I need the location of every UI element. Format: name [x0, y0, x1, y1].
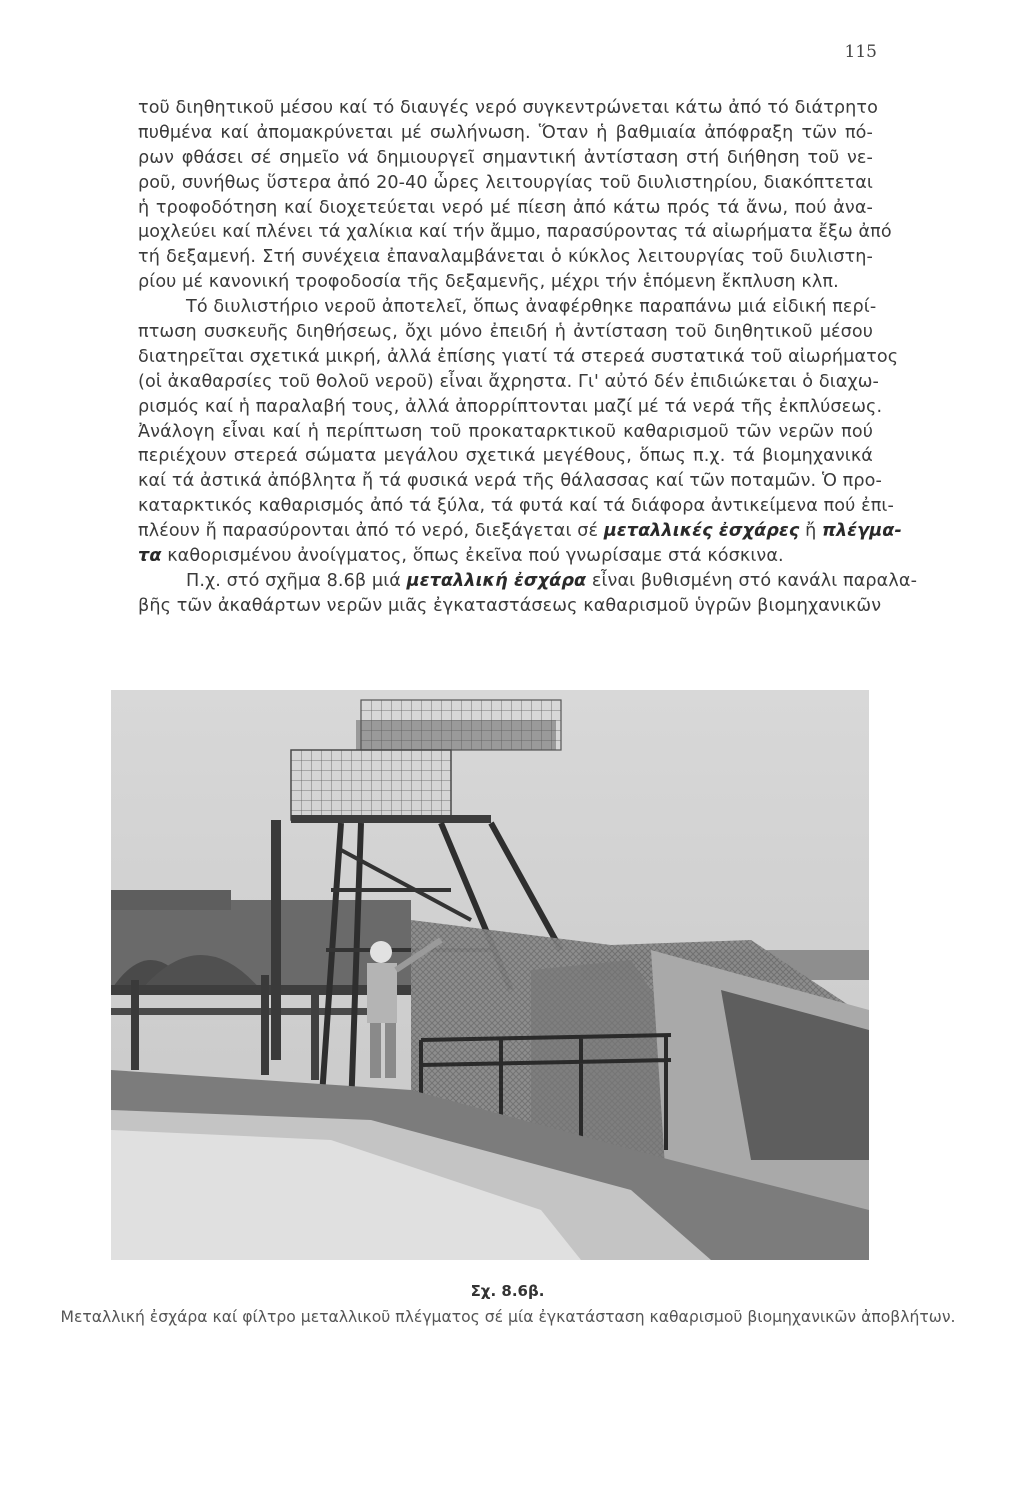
text-segment: πλέουν ἤ παρασύρονται ἀπό τό νερό, διεξάγεται σέ [138, 521, 604, 542]
text-line [138, 370, 879, 395]
industrial-screen-photo [111, 690, 869, 1260]
text-segment: (οἱ ἀκαθαρσίες τοῦ θολοῦ νεροῦ) εἶναι ἄχρηστα. Γι' αὐτό δέν ἐπιδιώκεται ὁ διαχω- [138, 371, 879, 392]
text-segment: τή δεξαμενή. Στή συνέχεια ἐπαναλαμβάνεται ὁ κύκλος λειτουργίας τοῦ διυλιστη- [138, 247, 873, 268]
text-line [138, 220, 892, 245]
emphasized-term: μεταλλικές ἐσχάρες [603, 521, 800, 542]
text-segment: εἶναι βυθισμένη στό κανάλι παραλα- [586, 570, 918, 591]
text-segment: πτωση συσκευῆς διηθήσεως, ὄχι μόνο ἐπειδή ἡ ἀντίσταση τοῦ διηθητικοῦ μέσου [138, 322, 873, 343]
text-line [138, 444, 873, 469]
text-line [138, 519, 902, 544]
text-segment: ρων φθάσει σέ σημεῖο νά δημιουργεῖ σημαντική ἀντίσταση στή διήθηση τοῦ νε- [138, 147, 873, 168]
text-line [138, 96, 878, 121]
text-line [138, 494, 894, 519]
text-segment: Ἀνάλογη εἶναι καί ἡ περίπτωση τοῦ προκαταρκτικοῦ καθαρισμοῦ τῶν νερῶν πού [138, 421, 873, 442]
text-line [138, 569, 918, 594]
text-line [138, 469, 882, 494]
text-segment: πυθμένα καί ἀπομακρύνεται μέ σωλήνωση. Ὅταν ἡ βαθμιαία ἀπόφραξη τῶν πό- [138, 122, 873, 143]
text-segment: ρισμός καί ἡ παραλαβή τους, ἀλλά ἀπορρίπτονται μαζί μέ τά νερά τῆς ἐκπλύσεως. [138, 396, 883, 417]
text-segment: διατηρεῖται σχετικά μικρή, ἀλλά ἐπίσης γιατί τά στερεά συστατικά τοῦ αἰωρήματος [138, 346, 899, 367]
text-segment: καθορισμένου ἀνοίγματος, ὅπως ἐκεῖνα πού γνωρίσαμε στά κόσκινα. [161, 546, 784, 567]
body-text [138, 96, 918, 619]
text-line [138, 594, 882, 619]
text-segment: Τό διυλιστήριο νεροῦ ἀποτελεῖ, ὅπως ἀναφέρθηκε παραπάνω μιά εἰδική περί- [186, 297, 877, 318]
emphasized-term: τα [138, 546, 162, 567]
text-line [138, 196, 873, 221]
text-segment: ἤ [799, 521, 823, 542]
text-segment: ρίου μέ κανονική τροφοδοσία τῆς δεξαμενῆς, μέχρι τήν ἑπόμενη ἔκπλυση κλπ. [138, 272, 839, 293]
text-line [138, 245, 873, 270]
text-line [138, 171, 873, 196]
figure-label: Σχ. 8.6β. [470, 1282, 545, 1300]
text-line [138, 345, 899, 370]
text-segment: Π.χ. στό σχῆμα 8.6β μιά [186, 570, 407, 591]
figure-caption: Μεταλλική ἐσχάρα καί φίλτρο μεταλλικοῦ πλέγματος σέ μία ἐγκατάσταση καθαρισμοῦ βιομηχανικῶν ἀποβλήτων. [60, 1308, 956, 1326]
emphasized-term: πλέγμα- [822, 521, 902, 542]
text-line [138, 295, 877, 320]
page-number: 115 [844, 42, 877, 62]
text-line [138, 320, 873, 345]
text-line [138, 121, 873, 146]
emphasized-term: μεταλλική ἐσχάρα [406, 570, 587, 591]
text-segment: ἡ τροφοδότηση καί διοχετεύεται νερό μέ πίεση ἀπό κάτω πρός τά ἄνω, πού ἀνα- [138, 197, 873, 218]
text-segment: καί τά ἀστικά ἀπόβλητα ἤ τά φυσικά νερά τῆς θάλασσας καί τῶν ποταμῶν. Ὁ προ- [138, 471, 882, 492]
text-segment: τοῦ διηθητικοῦ μέσου καί τό διαυγές νερό συγκεντρώνεται κάτω ἀπό τό διάτρητο [138, 98, 878, 118]
text-segment: βῆς τῶν ἀκαθάρτων νερῶν μιᾶς ἐγκαταστάσεως καθαρισμοῦ ὑγρῶν βιομηχανικῶν [138, 595, 882, 616]
text-line [138, 270, 873, 295]
text-line [138, 544, 873, 569]
text-line [138, 395, 883, 420]
figure-photo [111, 690, 869, 1260]
text-segment: περιέχουν στερεά σώματα μεγάλου σχετικά μεγέθους, ὅπως π.χ. τά βιομηχανικά [138, 446, 873, 467]
text-line [138, 420, 873, 445]
text-segment: καταρκτικός καθαρισμός ἀπό τά ξύλα, τά φυτά καί τά διάφορα ἀντικείμενα πού ἐπι- [138, 496, 894, 517]
text-segment: ροῦ, συνήθως ὕστερα ἀπό 20-40 ὧρες λειτουργίας τοῦ διυλιστηρίου, διακόπτεται [138, 172, 873, 193]
text-segment: μοχλεύει καί πλένει τά χαλίκια καί τήν ἄμμο, παρασύροντας τά αἰωρήματα ἔξω ἀπό [138, 222, 892, 243]
text-line [138, 146, 873, 171]
